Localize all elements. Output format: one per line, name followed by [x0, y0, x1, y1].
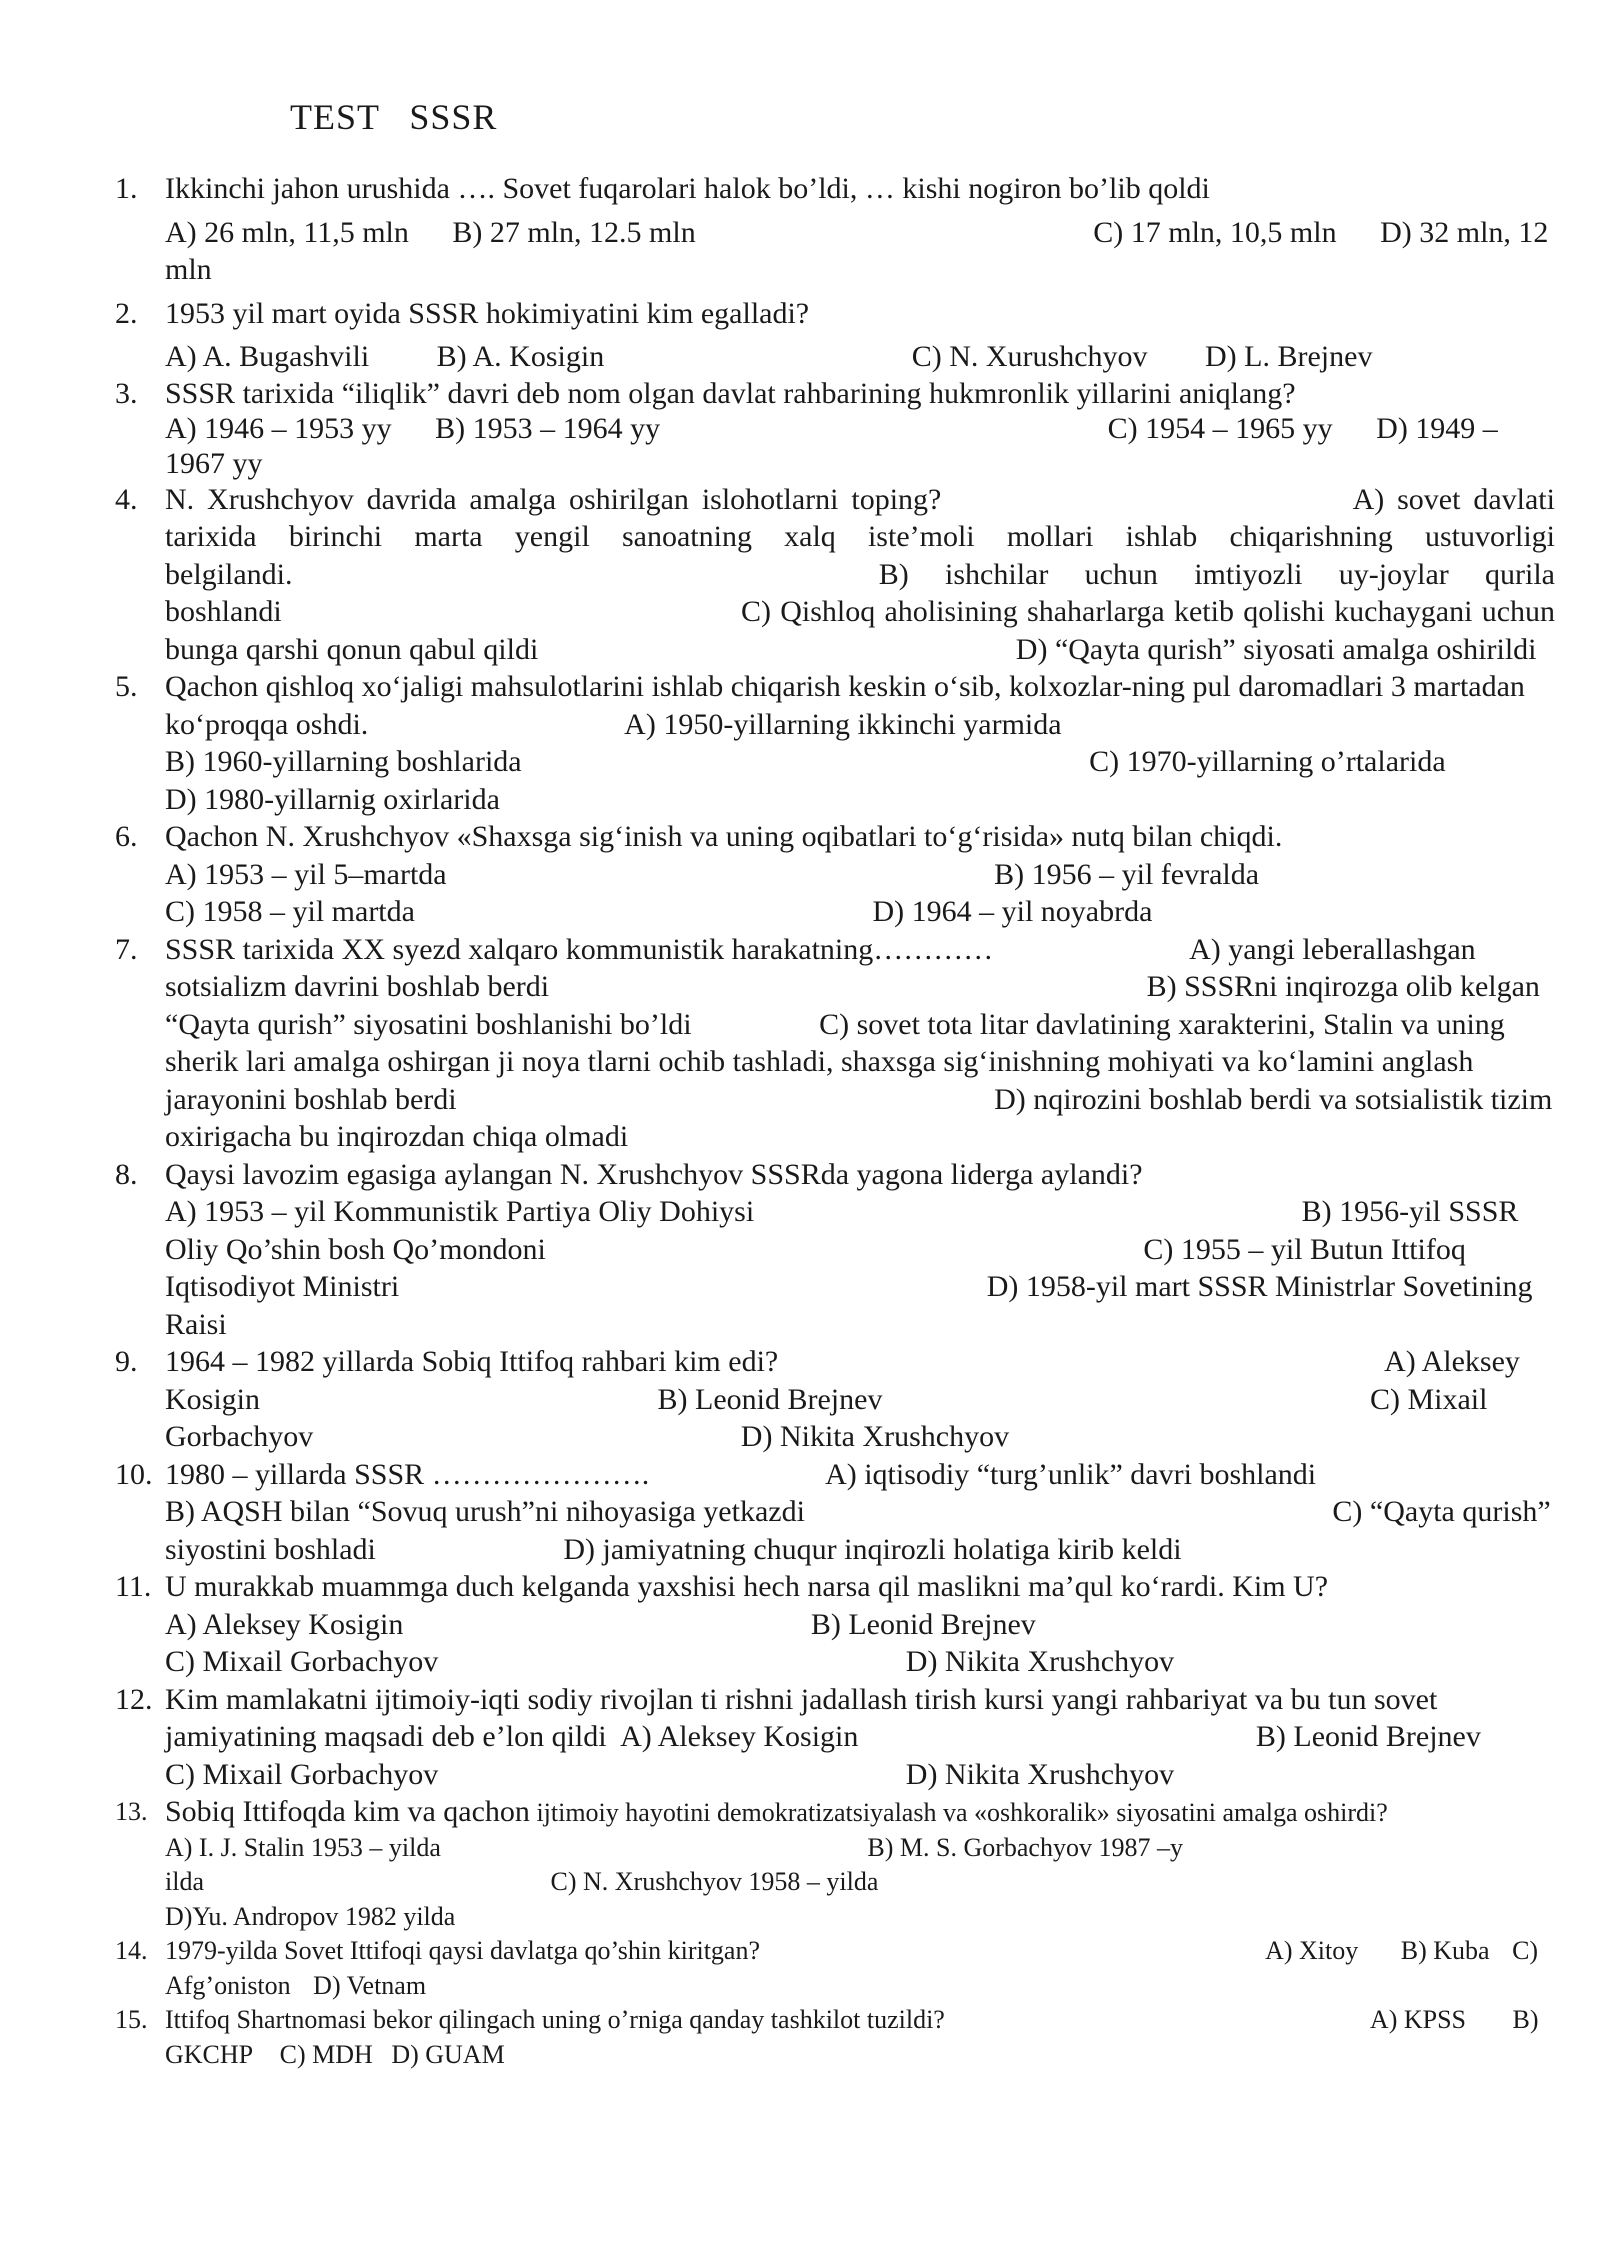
option-c: C) 1958 – yil martda	[165, 895, 415, 928]
question-text: Ittifoq Shartnomasi bekor qilingach uning o’rniga qanday tashkilot tuzildi?	[165, 2005, 945, 2034]
option-c: C) Afg’oniston	[165, 1936, 1539, 2000]
question-8	[115, 1156, 1555, 1344]
question-text: SSSR tarixida “iliqlik” davri deb nom olgan davlat rahbarining hukmronlik yillarini aniqlang?	[165, 376, 1296, 410]
question-13	[115, 1795, 1555, 1934]
question-2	[115, 295, 1555, 376]
question-number: 7.	[115, 932, 138, 966]
option-d: D) jamiyatning chuqur inqirozli holatiga kirib keldi	[563, 1532, 1182, 1566]
question-text: SSSR tarixida XX syezd xalqaro kommunistik harakatning…………	[165, 932, 994, 966]
question-number: 6.	[115, 820, 138, 853]
question-text: 1964 – 1982 yillarda Sobiq Ittifoq rahbari kim edi?	[165, 1345, 779, 1378]
option-c: C) “Qayta qurish” siyostini boshladi	[165, 1495, 1551, 1566]
option-b: B) Kuba	[1400, 1936, 1490, 1965]
answer-options	[165, 411, 1555, 481]
question-10	[115, 1456, 1555, 1569]
question-text: U murakkab muammga duch kelganda yaxshisi hech narsa qil maslikni ma’qul ko‘rardi. Kim U?	[165, 1570, 1329, 1603]
option-d: D) Nikita Xrushchyov	[740, 1420, 1010, 1453]
option-c: C) Mixail Gorbachyov	[165, 1757, 439, 1791]
option-a: A) I. J. Stalin 1953 – yilda	[165, 1832, 441, 1862]
option-c: C) 17 mln, 10,5 mln	[1093, 215, 1337, 249]
option-a: A) Aleksey Kosigin	[165, 1607, 404, 1641]
option-b: B) 1960-yillarning boshlarida	[165, 745, 522, 778]
option-b: B) GKCHP	[165, 2005, 1539, 2069]
option-a: A) Aleksey Kosigin	[620, 1720, 859, 1753]
option-a: A) Aleksey Kosigin	[165, 1345, 1520, 1416]
option-c: C) 1954 – 1965 yy	[1107, 411, 1333, 445]
option-d: D) Nikita Xrushchyov	[905, 1645, 1175, 1678]
question-text: Qachon N. Xrushchyov «Shaxsga sig‘inish va uning oqibatlari to‘g‘risida» nutq bilan chiqdi.	[165, 820, 1283, 853]
question-number: 5.	[115, 670, 138, 703]
option-d: D) 1958-yil mart SSSR Ministrlar Sovetining Raisi	[165, 1270, 1533, 1341]
option-b: B) ishchilar uchun imtiyozli uy-joylar qurila boshlandi	[165, 557, 1556, 628]
question-text-lead: Sobiq Ittifoqda kim va qachon	[165, 1795, 530, 1828]
option-b: B) M. S. Gorbachyov 1987 –y ilda	[165, 1832, 1183, 1896]
option-b: B) 1956-yil SSSR Oliy Qo’shin bosh Qo’mondoni	[165, 1195, 1519, 1266]
option-a: A) sovet davlati tarixida birinchi marta yengil sanoatning xalq iste’moli mollari ishlab chiqarishning ustuvorligi belgilandi.	[165, 482, 1555, 591]
question-text: Qachon qishloq xo‘jaligi mahsulotlarini ishlab chiqarish keskin o‘sib, kolxozlar-ning pul daromadlari 3 martadan ko‘proqqa oshdi.	[165, 670, 1525, 741]
option-c: C) MDH	[279, 2039, 373, 2069]
option-a: A) KPSS	[1369, 2005, 1467, 2034]
question-list	[115, 170, 1555, 2072]
answer-options	[165, 214, 1555, 289]
question-7	[115, 931, 1555, 1156]
question-11	[115, 1568, 1555, 1681]
question-text: 1980 – yillarda SSSR ………………….	[165, 1457, 650, 1491]
option-b: B) Leonid Brejnev	[810, 1607, 1036, 1641]
option-b: B) A. Kosigin	[436, 340, 605, 373]
question-3	[115, 376, 1555, 481]
option-a: A) 1946 – 1953 yy	[165, 411, 392, 445]
question-14	[115, 1934, 1555, 2003]
option-c: C) Qishloq aholisining shaharlarga ketib qolishi kuchaygani uchun bunga qarshi qonun qabul qildi	[165, 595, 1556, 666]
option-a: A) A. Bugashvili	[165, 340, 370, 373]
question-text: Qaysi lavozim egasiga aylangan N. Xrushchyov SSSRda yagona liderga aylandi?	[165, 1157, 1143, 1191]
question-text: Ikkinchi jahon urushida …. Sovet fuqarolari halok bo’ldi, … kishi nogiron bo’lib qoldi	[165, 172, 1210, 205]
question-text: N. Xrushchyov davrida amalga oshirilgan islohotlarni toping?	[165, 482, 942, 516]
option-d: D) Nikita Xrushchyov	[905, 1757, 1175, 1791]
question-6	[115, 818, 1555, 931]
option-b: B) 1953 – 1964 yy	[435, 411, 661, 445]
page-title: TEST SSSR	[290, 97, 498, 137]
question-5	[115, 668, 1555, 818]
question-9	[115, 1343, 1555, 1456]
option-b: B) 27 mln, 12.5 mln	[452, 215, 696, 249]
option-b: B) AQSH bilan “Sovuq urush”ni nihoyasiga yetkazdi	[165, 1495, 805, 1528]
option-d: D) 1980-yillarnig oxirlarida	[165, 782, 500, 816]
option-d: D) 1964 – yil noyabrda	[872, 895, 1153, 928]
question-4	[115, 481, 1555, 669]
option-c: C) 1955 – yil Butun Ittifoq Iqtisodiyot Ministri	[165, 1232, 1466, 1303]
question-number: 1.	[115, 172, 138, 205]
question-12	[115, 1681, 1555, 1794]
option-d: D) nqirozini boshlab berdi va sotsialistik tizim oxirigacha bu inqirozdan chiqa olmadi	[165, 1082, 1553, 1153]
option-d: D) 32 mln, 12 mln	[165, 215, 1549, 286]
option-a: A) yangi leberallashgan sotsializm davrini boshlab berdi	[165, 932, 1476, 1003]
option-a: A) iqtisodiy “turg’unlik” davri boshlandi	[825, 1457, 1317, 1491]
option-b: B) SSSRni inqirozga olib kelgan “Qayta qurish” siyosatini boshlanishi bo’ldi	[165, 970, 1540, 1041]
question-number: 13.	[115, 1797, 148, 1826]
option-c: C) N. Xrushchyov 1958 – yilda	[550, 1867, 879, 1896]
question-15	[115, 2003, 1555, 2072]
option-b: B) Leonid Brejnev	[1255, 1720, 1481, 1753]
question-text: ijtimoiy hayotini demokratizatsiyalash va «oshkoralik» siyosatini amalga oshirdi?	[536, 1798, 1388, 1827]
option-d: D)Yu. Andropov 1982 yilda	[165, 1901, 456, 1931]
question-number: 9.	[115, 1345, 138, 1378]
question-number: 15.	[115, 2005, 148, 2034]
option-d: D) “Qayta qurish” siyosati amalga oshirildi	[1015, 632, 1537, 666]
answer-options	[165, 338, 1555, 376]
option-d: D) Vetnam	[313, 1970, 427, 2000]
option-a: A) 1953 – yil 5–martda	[165, 857, 447, 891]
option-a: A) Xitoy	[1265, 1936, 1359, 1965]
option-c: C) N. Xurushchyov	[911, 340, 1148, 373]
question-number: 8.	[115, 1157, 138, 1191]
option-a: A) 1950-yillarning ikkinchi yarmida	[624, 707, 1062, 741]
option-c: C) 1970-yillarning o’rtalarida	[1089, 745, 1446, 778]
question-number: 4.	[115, 482, 138, 516]
question-number: 11.	[115, 1570, 152, 1603]
question-number: 14.	[115, 1936, 148, 1965]
option-c: C) sovet tota litar davlatining xarakterini, Stalin va uning sherik lari amalga oshirgan ji noya tlarni ochib tashladi, shaxsga sig‘inishning mohiyati va ko‘lamini anglash jarayonini boshlab berdi	[165, 1007, 1505, 1116]
option-c: C) Mixail Gorbachyov	[165, 1382, 1488, 1453]
question-number: 10.	[115, 1457, 153, 1491]
option-b: B) 1956 – yil fevralda	[994, 857, 1260, 891]
option-d: D) GUAM	[391, 2039, 505, 2069]
question-1	[115, 170, 1555, 289]
question-number: 3.	[115, 376, 138, 410]
question-number: 2.	[115, 296, 138, 330]
question-number: 12.	[115, 1682, 153, 1716]
question-text: 1979-yilda Sovet Ittifoqi qaysi davlatga qo’shin kiritgan?	[165, 1936, 761, 1965]
option-d: D) L. Brejnev	[1205, 340, 1373, 373]
question-text: 1953 yil mart oyida SSSR hokimiyatini kim egalladi?	[165, 296, 810, 330]
option-a: A) 1953 – yil Kommunistik Partiya Oliy Dohiysi	[165, 1195, 755, 1228]
option-b: B) Leonid Brejnev	[657, 1382, 883, 1416]
option-d: D) 1949 – 1967 yy	[165, 411, 1498, 480]
option-c: C) Mixail Gorbachyov	[165, 1645, 439, 1678]
option-a: A) 26 mln, 11,5 mln	[165, 215, 409, 249]
question-text: Kim mamlakatni ijtimoiy-iqti sodiy rivojlan ti rishni jadallash tirish kursi yangi rahbariyat va bu tun sovet jamiyatining maqsadi deb e’lon qildi	[165, 1682, 1438, 1753]
